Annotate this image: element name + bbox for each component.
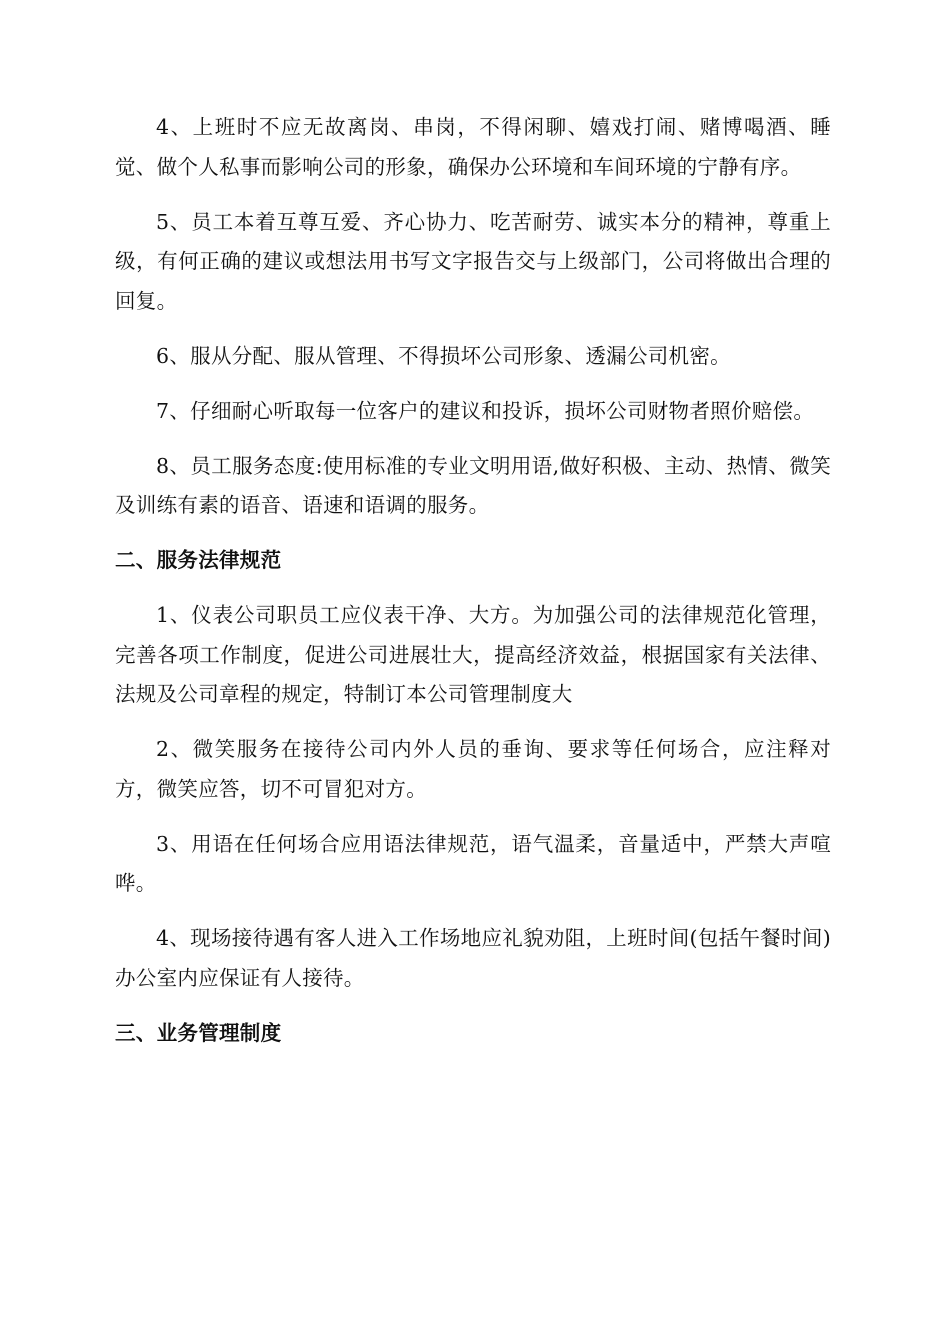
service-norm-paragraph-4: 4、现场接待遇有客人进入工作场地应礼貌劝阻，上班时间(包括午餐时间)办公室内应保证有人接待。 xyxy=(115,926,831,990)
service-norm-paragraph-1: 1、仪表公司职员工应仪表干净、大方。为加强公司的法律规范化管理，完善各项工作制度，促进公司进展壮大，提高经济效益，根据国家有关法律、法规及公司章程的规定，特制订本公司管理制度大 xyxy=(115,603,831,706)
section-heading-business-management: 三、业务管理制度 xyxy=(115,1020,282,1045)
service-norm-paragraph-2: 2、微笑服务在接待公司内外人员的垂询、要求等任何场合，应注释对方，微笑应答，切不可冒犯对方。 xyxy=(115,737,831,801)
rule-paragraph-6: 6、服从分配、服从管理、不得损坏公司形象、透漏公司机密。 xyxy=(156,343,731,368)
section-heading-service-norms: 二、服务法律规范 xyxy=(115,548,282,572)
document-page xyxy=(115,108,831,1069)
rule-paragraph-8: 8、员工服务态度:使用标准的专业文明用语,做好积极、主动、热情、微笑及训练有素的语音、语速和语调的服务。 xyxy=(115,453,831,517)
rule-paragraph-4: 4、上班时不应无故离岗、串岗，不得闲聊、嬉戏打闹、赌博喝酒、睡觉、做个人私事而影响公司的形象，确保办公环境和车间环境的宁静有序。 xyxy=(115,115,831,179)
service-norm-paragraph-3: 3、用语在任何场合应用语法律规范，语气温柔，音量适中，严禁大声喧哗。 xyxy=(115,831,831,895)
rule-paragraph-7: 7、仔细耐心听取每一位客户的建议和投诉，损坏公司财物者照价赔偿。 xyxy=(156,398,815,423)
rule-paragraph-5: 5、员工本着互尊互爱、齐心协力、吃苦耐劳、诚实本分的精神，尊重上级，有何正确的建议或想法用书写文字报告交与上级部门，公司将做出合理的回复。 xyxy=(115,209,831,313)
